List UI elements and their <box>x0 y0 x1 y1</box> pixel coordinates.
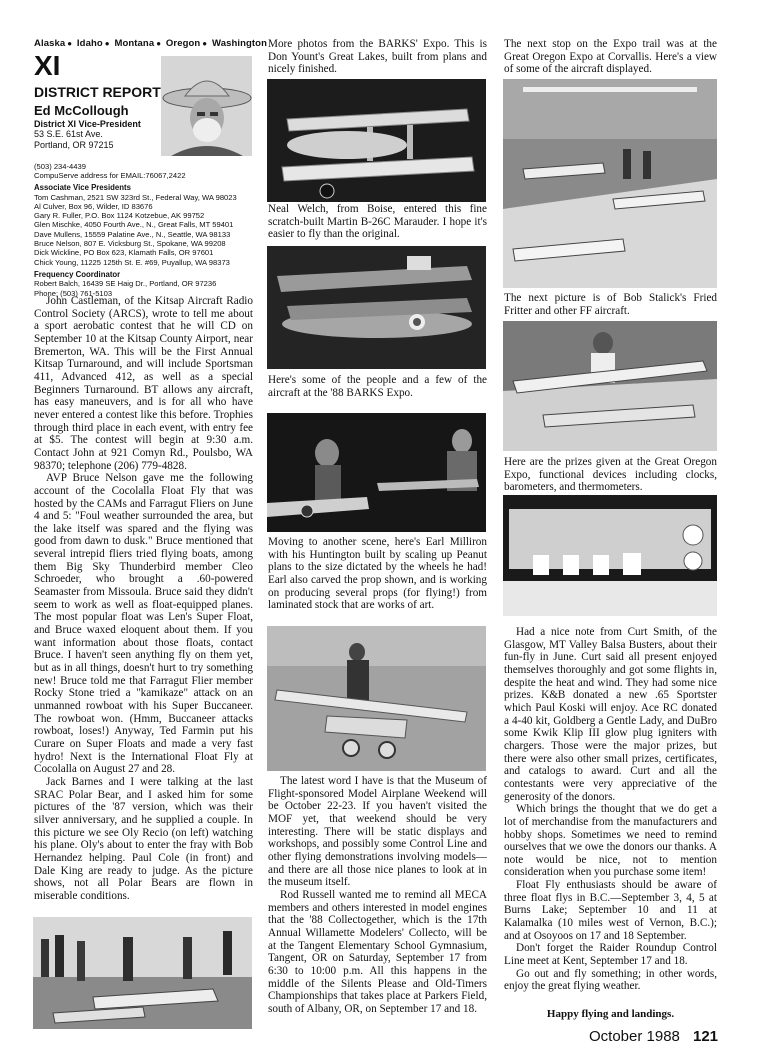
region-alaska: Alaska <box>34 38 66 49</box>
column2-intro: More photos from the BARKS' Expo. This is Don Yount's Great Lakes, built from plans and nicely finished. <box>268 38 487 76</box>
region-list: Alaska ● Idaho ● Montana ● Oregon ● Washington <box>34 38 267 49</box>
author-phone: (503) 234-4439 <box>34 162 86 171</box>
author-title: District XI Vice-President <box>34 119 141 129</box>
column2-body <box>268 775 487 1015</box>
associate-line: Glen Mischke, 4050 Fourth Ave., N., Great Falls, MT 59401 <box>34 220 234 230</box>
great-lakes-photo <box>267 79 486 202</box>
paragraph: Had a nice note from Curt Smith, of the Glasgow, MT Valley Balsa Busters, about their fun-fly in June. Curt said all present enjoyed themselves thoroughly and got some flights in, despite the heat and wind. They had some nice prizes. K&B donated a new .65 Sportster which Paul Koski will enjoy. Ace RC donated a 4-40 kit, Goldberg a Gentle Lady, and DuBro some Kwik Klip III glow plug igniters with chargers. Those were the major prizes, but there were also other small prizes, certificates, and catalogs to award. Curt and all the contestants were very appreciative of the generosity of the donors. <box>504 626 717 803</box>
stalick-photo <box>503 321 717 451</box>
author-address2: Portland, OR 97215 <box>34 139 114 150</box>
people-caption: Here's some of the people and a few of the aircraft at the '88 BARKS Expo. <box>268 374 487 399</box>
column1-body <box>34 295 253 903</box>
author-address1: 53 S.E. 61st Ave. <box>34 129 103 140</box>
region-washington: Washington <box>211 38 267 49</box>
stalick-caption: The next picture is of Bob Stalick's Fried Fritter and other FF aircraft. <box>504 292 717 317</box>
page-number: 121 <box>693 1028 719 1045</box>
frequency-heading: Frequency Coordinator <box>34 269 121 279</box>
b26-photo <box>267 246 486 369</box>
prizes-caption: Here are the prizes given at the Great Oregon Expo, functional devices including clocks, barometers, and thermometers. <box>504 456 717 494</box>
author-block <box>34 104 160 150</box>
paragraph: Don't forget the Raider Roundup Control Line meet at Kent, September 17 and 18. <box>504 942 717 968</box>
paragraph: AVP Bruce Nelson gave me the following account of the Cocolalla Float Fly that was hosted by the CAMs and Farragut Fliers on June 4 and 5: "Foul weather surrounded the area, but the lake itself was spared and the flying was good from dawn to dusk." Bruce mentioned that several intrepid fliers tried flying boats, among them Big Sky Thunderbird member Cleo Schroeder, who brought a .60-powered Seamaster from Missoula. Bruce said they didn't seem to work as well as float-equipped planes. The most popular float was Len's Super Float, and Bruce waxed eloquent about them. If you want information about those floats, contact Bruce. I haven't seen anything fly on them yet, but as in all things, doesn't hurt to try something new! Bruce told me that Farragut Flier member Rocky Stone tried a "kamikaze" attack on an unmanned rowboat with his Super Buccaneer. The rowboat won. (Hmm, Buccaneer attacks rowboat, loses!) Anyway, Ted Farmin put his Curare on Super Floats and made a very fast hydro! Next is the International Float Fly at Cocolalla on August 27 and 28. <box>34 472 253 776</box>
associate-line: Chick Young, 11225 125th St. E. #69, Puyallup, WA 98373 <box>34 257 230 267</box>
paragraph: Rod Russell wanted me to remind all MECA members and others interested in model engines that the '88 Collectogether, which is the 17th Annual Willamette Modelers' Collecto, will be at the Tangent Elementary School Gymnasium, Tangent, OR on Saturday, September 17 from 6:30 to 10:00 p.m. All this happens in the middle of the Silents Please and Old-Timers Championships that takes place at Parkers Field, south of Albany, OR, on September 17 and 18. <box>268 888 487 1015</box>
expo-people-photo <box>267 413 486 532</box>
oregon-expo-photo <box>503 79 717 288</box>
associates-heading: Associate Vice Presidents <box>34 183 131 192</box>
earl-caption: Moving to another scene, here's Earl Milliron with his Huntington built by scaling up Peanut plans to the size dictated by the wheels he had! Earl also carved the prop shown, and is working on producing several props (for flying!) from laminated stock that are works of art. <box>268 536 487 612</box>
paragraph: Go out and fly something; in other words, enjoy the great flying weather. <box>504 967 717 993</box>
author-photo <box>161 56 252 156</box>
earl-huntington-photo <box>267 626 486 771</box>
column3-intro: The next stop on the Expo trail was at the Great Oregon Expo at Corvallis. Here's a view of some of the aircraft displayed. <box>504 38 717 76</box>
associate-line: Gary R. Fuller, P.O. Box 1124 Kotzebue, AK 99752 <box>34 211 205 221</box>
associate-line: Al Culver, Box 96, Wilder, ID 83676 <box>34 201 153 211</box>
frequency-line2: Phone: (503) 761-5103 <box>34 288 113 298</box>
associate-line: Dave Mullens, 15559 Palatine Ave., N., Seattle, WA 98133 <box>34 229 231 239</box>
associate-line: Dick Wickline, PO Box 623, Klamath Falls, OR 97601 <box>34 248 214 258</box>
issue-date: October 1988 <box>589 1028 680 1045</box>
section-title: DISTRICT REPORT <box>34 84 161 100</box>
author-compuserve: CompuServe address for EMAIL:76067,2422 <box>34 171 186 181</box>
region-oregon: Oregon <box>165 38 201 49</box>
paragraph: Which brings the thought that we do get a lot of merchandise from the manufacturers and hobby shops. Sometimes we need to remind ourselves that we owe the donors our thanks. A note would be nice, not to mention consideration when you purchase some item! <box>504 803 717 879</box>
prizes-photo <box>503 495 717 616</box>
associate-line: Tom Cashman, 2521 SW 323rd St., Federal Way, WA 98023 <box>34 192 237 202</box>
signoff: Happy flying and landings. <box>546 1008 675 1020</box>
region-idaho: Idaho <box>76 38 103 49</box>
district-number: XI <box>34 50 61 81</box>
associates-block <box>34 183 264 298</box>
paragraph: Jack Barnes and I were talking at the last SRAC Polar Bear, and I asked him for some pictures of the '87 version, which was their silver anniversary, and he supplied a couple. In this picture we see Oly Recio (on left) watching his plane. Oly's about to enter the fray with Bob Hernandez helping. Paul Cole (in front) and Dale King are ready to judge. As the picture shows, not all Polar Bears are flown in miserable conditions. <box>34 775 253 902</box>
b26-caption: Neal Welch, from Boise, entered this fine scratch-built Martin B-26C Marauder. I hope it's easier to fly than the original. <box>268 203 487 241</box>
paragraph: Float Fly enthusiasts should be aware of three float flys in B.C.—September 3, 4, 5 at Burns Lake; September 10 and 11 at Kalamalka (10 miles west of Vernon, B.C.); and at Osoyoos on 17 and 18 September. <box>504 879 717 942</box>
column3-body <box>504 626 717 993</box>
frequency-line1: Robert Balch, 16439 SE Haig Dr., Portland, OR 97236 <box>34 279 217 289</box>
contact-block <box>34 162 264 181</box>
region-montana: Montana <box>114 38 155 49</box>
paragraph: John Castleman, of the Kitsap Aircraft Radio Control Society (ARCS), wrote to tell me about a sport aerobatic contest that he will CD on September 10 at the Kitsap County Airport, near Bremerton, WA. This will be the First Annual Kitsap Turnaround, and will include Sportsman 411, Advanced 412, as well as a special Beginners Turnaround. BT allows any aircraft, has easy maneuvers, and is for all who have never entered a contest like this before. Trophies through third place in each event, with entry fee at $5. The contest will begin at 9:30 a.m. Contact John at 921 Comyn Rd., Poulsbo, WA 98370; telephone (206) 779-4828. <box>34 295 253 472</box>
polar-bear-photo <box>33 917 252 1029</box>
author-name: Ed McCollough <box>34 103 129 118</box>
paragraph: The latest word I have is that the Museum of Flight-sponsored Model Airplane Weekend will be October 22-23. If you haven't visited the MOF yet, that weekend should be very interesting. There will be static displays and workshops, and possibly some Control Line and other flying demonstrations involving models—and there are all those nice planes to look at in the museum itself. <box>268 775 487 889</box>
associate-line: Bruce Nelson, 807 E. Vicksburg St., Spokane, WA 99208 <box>34 238 226 248</box>
